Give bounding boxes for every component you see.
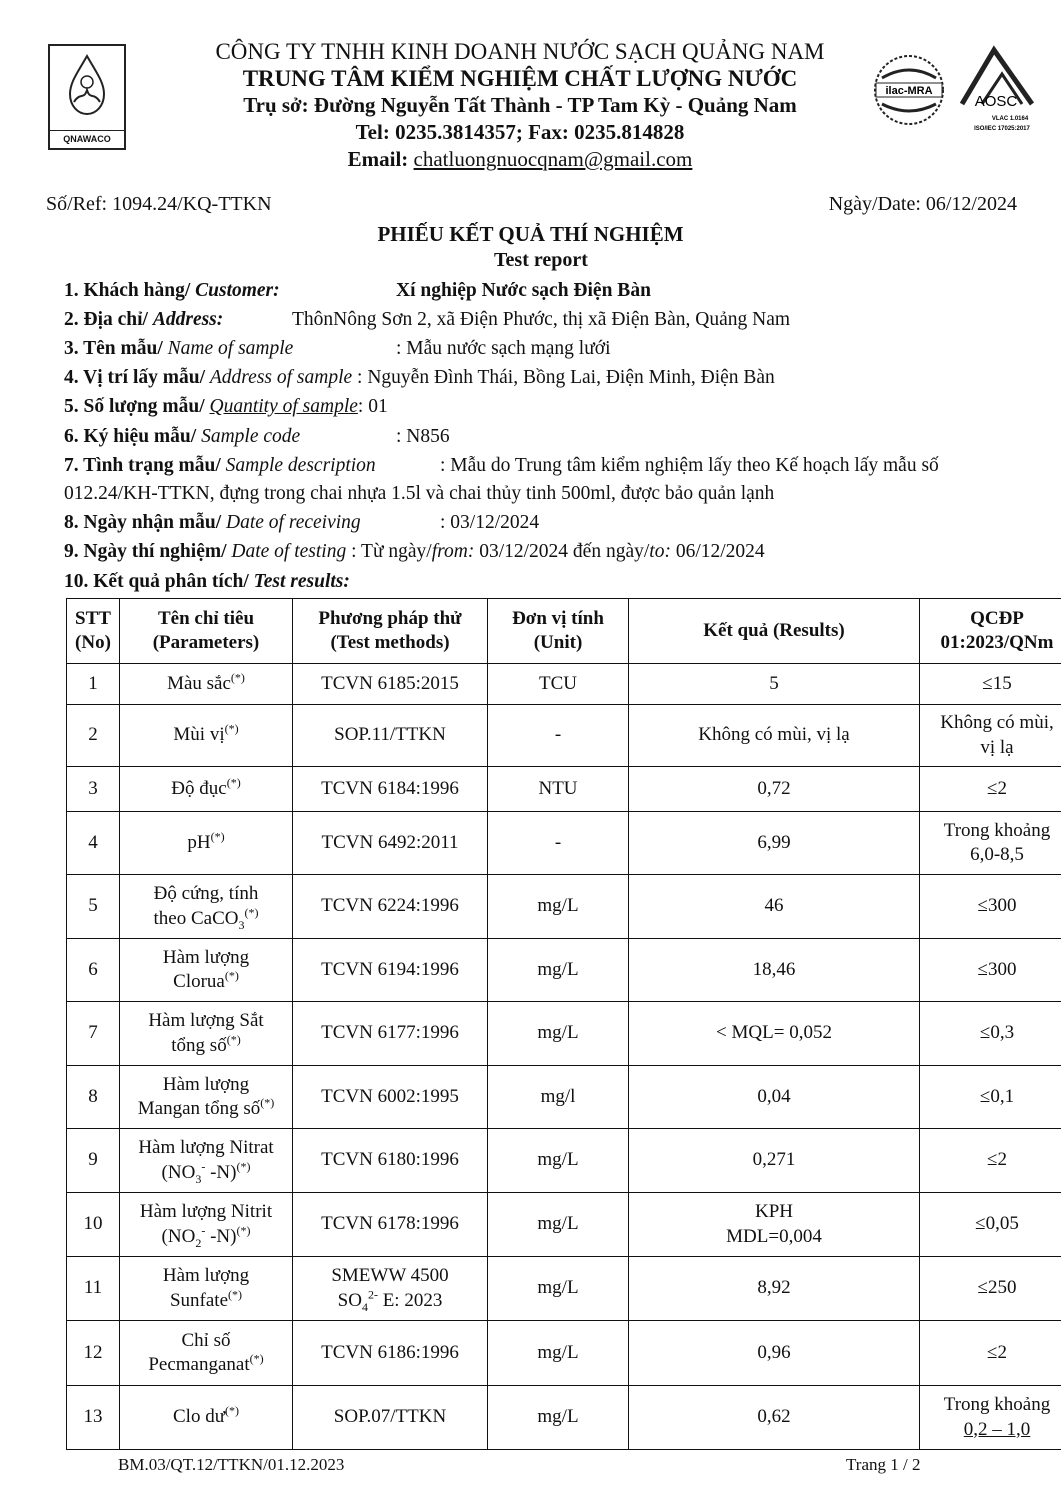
address: Trụ sở: Đường Nguyễn Tất Thành - TP Tam Kỳ - Quảng Nam (243, 93, 797, 117)
table-row: 1 Màu sắc(*) TCVN 6185:2015 TCU 5 ≤15 (67, 664, 1061, 705)
header-parameter: Tên chỉ tiêu (Parameters) (120, 599, 293, 664)
table-row: 8 Hàm lượng Mangan tổng số(*) TCVN 6002:1995 mg/l 0,04 ≤0,1 (67, 1066, 1061, 1129)
table-row: 4 pH(*) TCVN 6492:2011 - 6,99 Trong khoảng 6,0-8,5 (67, 812, 1061, 875)
form-code: BM.03/QT.12/TTKN/01.12.2023 (118, 1455, 345, 1474)
report-date: Ngày/Date: 06/12/2024 (828, 193, 1017, 215)
center-name: TRUNG TÂM KIỂM NGHIỆM CHẤT LƯỢNG NƯỚC (242, 66, 798, 91)
table-row: 3 Độ đục(*) TCVN 6184:1996 NTU 0,72 ≤2 (67, 767, 1061, 812)
info-address: 2. Địa chỉ/ Address: ThônNông Sơn 2, xã Điện Phước, thị xã Điện Bàn, Quảng Nam (64, 309, 791, 330)
header-unit: Đơn vị tính (Unit) (488, 599, 629, 664)
table-row: 10 Hàm lượng Nitrit ($NO_2^-$ -N)(*) TCVN 6178:1996 mg/L KPH MDL=0,004 ≤0,05 (67, 1193, 1061, 1257)
email-line (140, 149, 900, 170)
table-row: 7 Hàm lượng Sắt tổng số(*) TCVN 6177:1996 mg/L < MQL= 0,052 ≤0,3 (67, 1002, 1061, 1066)
info-test-results: 10. Kết quả phân tích/ Test results: (64, 571, 350, 592)
info-quantity: 5. Số lượng mẫu/ Quantity of sample: 01 (64, 396, 388, 417)
table-row: 13 Clo dư(*) SOP.07/TTKN mg/L 0,62 Trong khoảng 0,2 – 1,0 (67, 1386, 1061, 1450)
info-sample-description-cont: 012.24/KH-TTKN, đựng trong chai nhựa 1.5l và chai thủy tinh 500ml, được bảo quản lạnh (64, 483, 775, 504)
sample-code-value: : N856 (396, 426, 450, 447)
table-row: 12 Chỉ số Pecmanganat(*) TCVN 6186:1996 mg/L 0,96 ≤2 (67, 1321, 1061, 1386)
customer-value: Xí nghiệp Nước sạch Điện Bàn (396, 280, 651, 301)
header-stt: STT (No) (67, 599, 120, 664)
report-subtitle: Test report (494, 249, 588, 271)
info-date-received: 8. Ngày nhận mẫu/ Date of receiving : 03/12/2024 (64, 512, 540, 533)
aosc-sub1: VLAC 1.0164 (991, 116, 1029, 122)
header-result: Kết quả (Results) (629, 599, 920, 664)
company-name: CÔNG TY TNHH KINH DOANH NƯỚC SẠCH QUẢNG NAM (215, 39, 825, 64)
page-number: Trang 1 / 2 (846, 1455, 921, 1474)
results-table (66, 598, 1061, 1450)
header-method: Phương pháp thử (Test methods) (293, 599, 488, 664)
info-sample-description: 7. Tình trạng mẫu/ Sample description : Mẫu do Trung tâm kiểm nghiệm lấy theo Kế hoạch lấy mẫu số (64, 455, 939, 476)
info-sample-name: 3. Tên mẫu/ Name of sample : Mẫu nước sạch mạng lưới (64, 338, 611, 359)
info-sample-location: 4. Vị trí lấy mẫu/ Address of sample : Nguyễn Đình Thái, Bồng Lai, Điện Minh, Điện Bàn (64, 367, 775, 388)
aosc-sub2: ISO/IEC 17025:2017 (974, 126, 1030, 132)
table-row: 2 Mùi vị(*) SOP.11/TTKN - Không có mùi, vị lạ Không có mùi, vị lạ (67, 705, 1061, 767)
info-customer: 1. Khách hàng/ Customer: Xí nghiệp Nước sạch Điện Bàn (64, 280, 651, 301)
aosc-logo (952, 44, 1042, 140)
aosc-text: AOSC (974, 93, 1018, 110)
quantity-value: : 01 (357, 396, 388, 417)
report-title: PHIẾU KẾT QUẢ THÍ NGHIỆM (377, 222, 684, 246)
sample-description-value: : Mẫu do Trung tâm kiểm nghiệm lấy theo Kế hoạch lấy mẫu số (440, 455, 939, 476)
logo-left-text: QNAWACO (50, 130, 124, 148)
sample-name-value: : Mẫu nước sạch mạng lưới (396, 338, 611, 359)
table-row: 6 Hàm lượng Clorua(*) TCVN 6194:1996 mg/L 18,46 ≤300 (67, 939, 1061, 1002)
water-drop-logo-icon (60, 52, 114, 122)
email-label: Email: (347, 147, 414, 171)
table-row: 5 Độ cứng, tính theo CaCO$_3$(*) TCVN 6224:1996 mg/L 46 ≤300 (67, 875, 1061, 939)
table-row: 9 Hàm lượng Nitrat ($NO_3^-$ -N)(*) TCVN 6180:1996 mg/L 0,271 ≤2 (67, 1129, 1061, 1193)
email-link[interactable]: chatluongnuocqnam@gmail.com (413, 147, 693, 171)
info-sample-code: 6. Ký hiệu mẫu/ Sample code : N856 (64, 426, 450, 447)
info-date-testing: 9. Ngày thí nghiệm/ Date of testing : Từ ngày/from: 03/12/2024 đến ngày/to: 06/12/2024 (64, 541, 765, 562)
company-logo (48, 44, 126, 150)
reference-number: Số/Ref: 1094.24/KQ-TTKN (46, 193, 272, 215)
phone-fax: Tel: 0235.3814357; Fax: 0235.814828 (355, 120, 685, 144)
address-value: ThônNông Sơn 2, xã Điện Phước, thị xã Điện Bàn, Quảng Nam (292, 309, 791, 330)
date-received-value: : 03/12/2024 (440, 512, 540, 533)
table-row: 11 Hàm lượng Sunfate(*) SMEWW 4500 $SO_4^{2-}$ E: 2023 mg/L 8,92 ≤250 (67, 1257, 1061, 1321)
ilac-text: ilac-MRA (885, 85, 933, 97)
header-standard: QCĐP 01:2023/QNm (920, 599, 1061, 664)
sample-location-value: : Nguyễn Đình Thái, Bồng Lai, Điện Minh, Điện Bàn (352, 367, 775, 388)
table-header-row (67, 599, 1061, 664)
